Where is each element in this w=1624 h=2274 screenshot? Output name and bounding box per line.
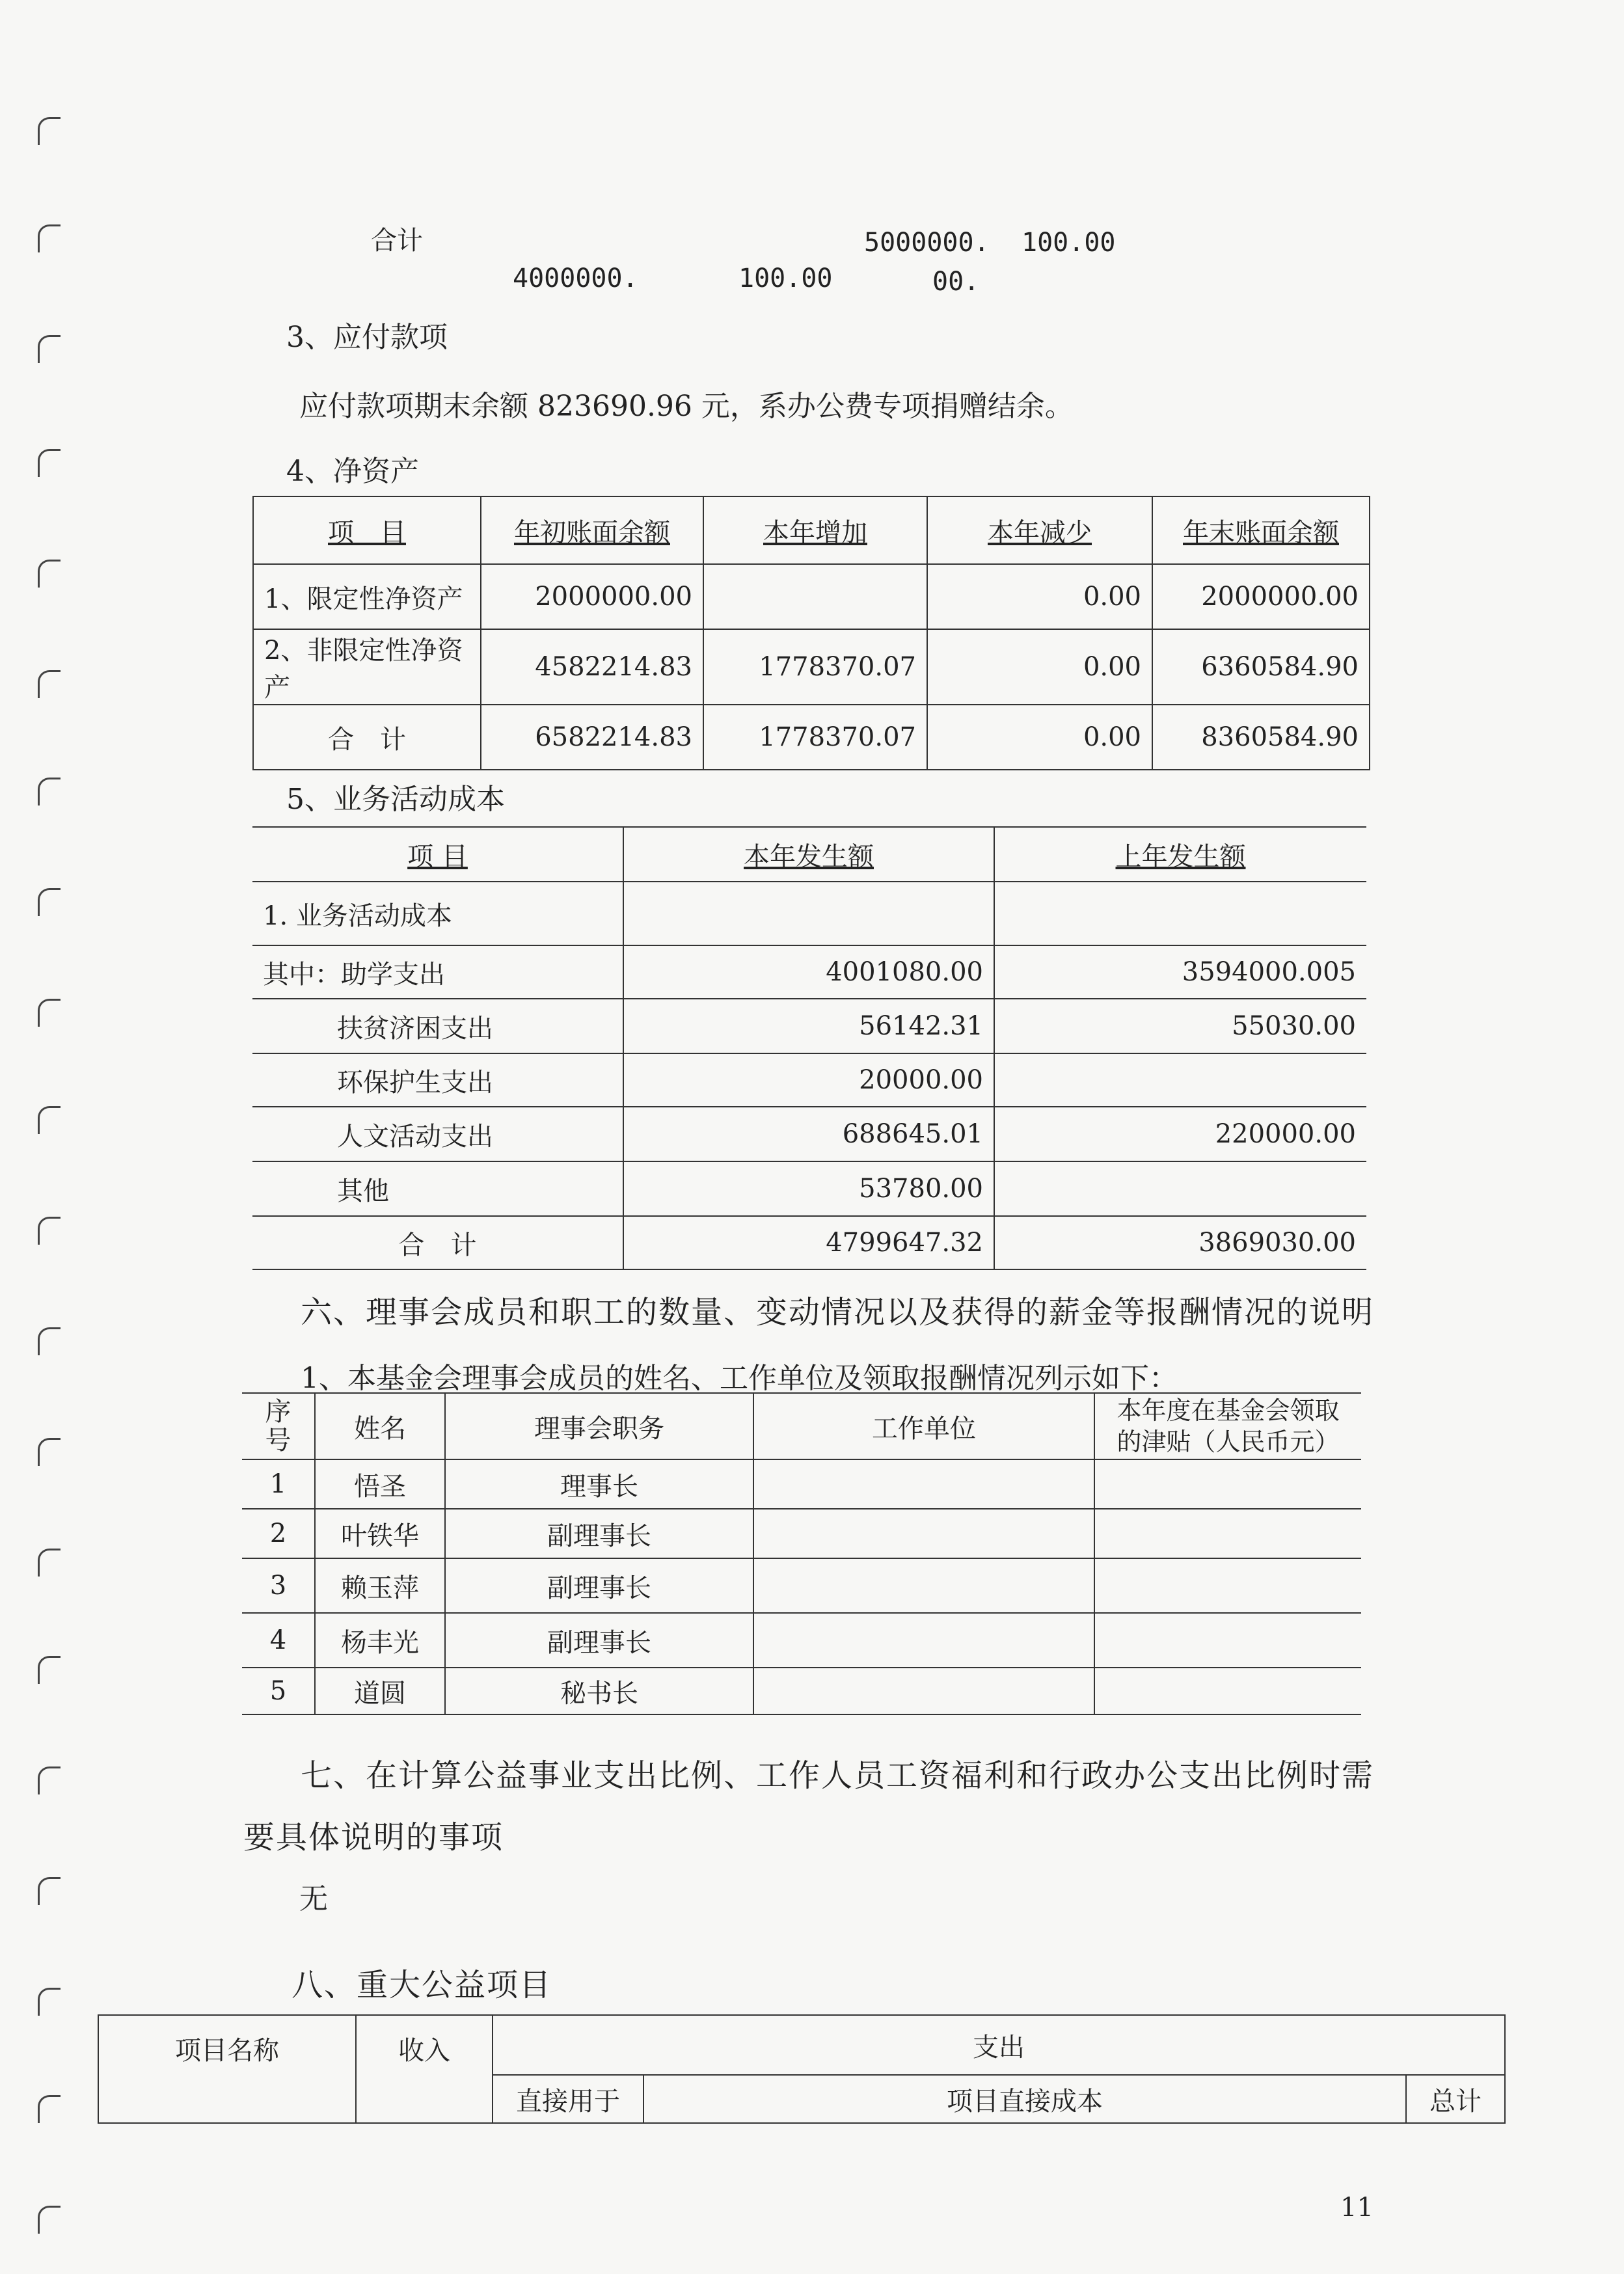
cell <box>1094 1558 1361 1613</box>
cell <box>1094 1668 1361 1714</box>
total-value-c: 4000000. <box>513 264 638 293</box>
row-label: 1、限定性净资产 <box>253 564 481 629</box>
col-header: 上年发生额 <box>994 827 1366 882</box>
cell <box>753 1668 1094 1714</box>
cell: 688645.01 <box>623 1107 994 1161</box>
cell: 道圆 <box>315 1668 445 1714</box>
table-row <box>252 1161 1366 1216</box>
cell: 0.00 <box>927 705 1152 770</box>
sec3-body: 应付款项期末余额 823690.96 元，系办公费专项捐赠结余。 <box>299 390 1074 423</box>
cell <box>994 1053 1366 1107</box>
cell: 220000.00 <box>994 1107 1366 1161</box>
activity-cost-table <box>252 826 1366 1270</box>
cell: 8360584.90 <box>1152 705 1370 770</box>
cell: 56142.31 <box>623 999 994 1053</box>
cell <box>994 882 1366 945</box>
table-row <box>252 882 1366 945</box>
cell: 0.00 <box>927 564 1152 629</box>
table-row <box>242 1613 1361 1668</box>
cell: 5 <box>242 1668 315 1714</box>
cell: 55030.00 <box>994 999 1366 1053</box>
major-projects-table <box>98 2014 1506 2124</box>
col-header-expense: 支出 <box>493 2015 1505 2075</box>
cell <box>753 1558 1094 1613</box>
table-row <box>242 1558 1361 1613</box>
board-members-table <box>242 1392 1361 1715</box>
table-row <box>242 1668 1361 1714</box>
cell <box>1094 1459 1361 1509</box>
table-row <box>252 1216 1366 1269</box>
row-label: 合 计 <box>253 705 481 770</box>
cell <box>1094 1509 1361 1558</box>
col-header: 工作单位 <box>753 1393 1094 1459</box>
row-label: 其中：助学支出 <box>252 945 623 999</box>
total-value-d: 100.00 <box>738 264 833 293</box>
sec7-body: 无 <box>299 1882 328 1915</box>
row-label: 合 计 <box>252 1216 623 1269</box>
cell: 副理事长 <box>445 1509 753 1558</box>
cell: 赖玉萍 <box>315 1558 445 1613</box>
sec7-title-line1: 七、在计算公益事业支出比例、工作人员工资福利和行政办公支出比例时需 <box>301 1757 1375 1794</box>
cell: 53780.00 <box>623 1161 994 1216</box>
table-row <box>252 999 1366 1053</box>
cell: 20000.00 <box>623 1053 994 1107</box>
col-header-total: 总计 <box>1406 2075 1505 2123</box>
cell: 悟圣 <box>315 1459 445 1509</box>
cell <box>623 882 994 945</box>
cell <box>753 1509 1094 1558</box>
col-header: 本年减少 <box>927 496 1152 564</box>
table-row <box>242 1509 1361 1558</box>
cell: 叶铁华 <box>315 1509 445 1558</box>
cell: 4 <box>242 1613 315 1668</box>
cell: 4001080.00 <box>623 945 994 999</box>
cell <box>753 1459 1094 1509</box>
col-header: 年初账面余额 <box>481 496 703 564</box>
cell: 2000000.00 <box>1152 564 1370 629</box>
cell: 6360584.90 <box>1152 629 1370 705</box>
row-label: 2、非限定性净资产 <box>253 629 481 705</box>
cell: 6582214.83 <box>481 705 703 770</box>
cell: 副理事长 <box>445 1613 753 1668</box>
sec7-title-line2: 要具体说明的事项 <box>243 1819 504 1856</box>
total-value-b: 100.00 <box>1022 228 1116 258</box>
page-number: 11 <box>1340 2193 1374 2223</box>
cell: 3 <box>242 1558 315 1613</box>
table-row <box>252 1107 1366 1161</box>
col-header: 项 目 <box>253 496 481 564</box>
cell: 副理事长 <box>445 1558 753 1613</box>
cell: 秘书长 <box>445 1668 753 1714</box>
sec3-title: 3、应付款项 <box>286 321 448 354</box>
sec4-title: 4、净资产 <box>286 455 419 488</box>
cell <box>753 1613 1094 1668</box>
row-label: 1. 业务活动成本 <box>252 882 623 945</box>
col-header-income: 收入 <box>356 2015 493 2123</box>
sec5-title: 5、业务活动成本 <box>286 783 505 816</box>
sec6-subtitle: 1、本基金会理事会成员的姓名、工作单位及领取报酬情况列示如下： <box>301 1362 1178 1395</box>
col-header: 理事会职务 <box>445 1393 753 1459</box>
table-row <box>253 705 1370 770</box>
cell: 1 <box>242 1459 315 1509</box>
cell <box>1094 1613 1361 1668</box>
cell: 4799647.32 <box>623 1216 994 1269</box>
cell: 理事长 <box>445 1459 753 1509</box>
cell: 1778370.07 <box>703 629 927 705</box>
col-header: 本年发生额 <box>623 827 994 882</box>
total-value-e: 00. <box>932 267 980 297</box>
table-row <box>242 1459 1361 1509</box>
cell: 3869030.00 <box>994 1216 1366 1269</box>
col-header: 项 目 <box>252 827 623 882</box>
table-row <box>252 945 1366 999</box>
col-header: 姓名 <box>315 1393 445 1459</box>
cell: 3594000.005 <box>994 945 1366 999</box>
col-header: 本年增加 <box>703 496 927 564</box>
cell: 2 <box>242 1509 315 1558</box>
table-row <box>253 564 1370 629</box>
col-header-direct-cost: 项目直接成本 <box>643 2075 1406 2123</box>
sec6-title: 六、理事会成员和职工的数量、变动情况以及获得的薪金等报酬情况的说明 <box>301 1294 1375 1331</box>
table-row <box>253 629 1370 705</box>
net-assets-table <box>252 496 1370 770</box>
cell <box>994 1161 1366 1216</box>
col-header: 年末账面余额 <box>1152 496 1370 564</box>
cell <box>703 564 927 629</box>
col-header: 本年度在基金会领取的津贴（人民币元） <box>1094 1393 1361 1459</box>
cell: 0.00 <box>927 629 1152 705</box>
col-header: 序号 <box>242 1393 315 1459</box>
row-label: 扶贫济困支出 <box>252 999 623 1053</box>
cell: 杨丰光 <box>315 1613 445 1668</box>
row-label: 其他 <box>252 1161 623 1216</box>
col-header-direct: 直接用于 <box>493 2075 643 2123</box>
cell: 2000000.00 <box>481 564 703 629</box>
total-value-a: 5000000. <box>864 228 990 258</box>
sec8-title: 八、重大公益项目 <box>291 1967 552 2003</box>
table-row <box>252 1053 1366 1107</box>
row-label: 环保护生支出 <box>252 1053 623 1107</box>
total-label: 合计 <box>371 226 423 256</box>
row-label: 人文活动支出 <box>252 1107 623 1161</box>
col-header-project-name: 项目名称 <box>98 2015 356 2123</box>
cell: 4582214.83 <box>481 629 703 705</box>
cell: 1778370.07 <box>703 705 927 770</box>
